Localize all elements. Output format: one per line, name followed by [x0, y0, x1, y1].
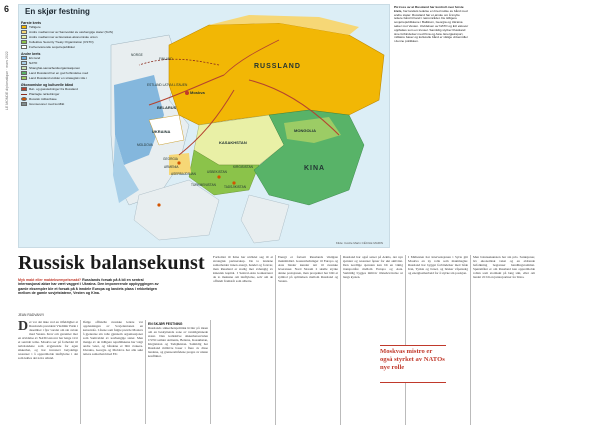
column-rule	[405, 255, 406, 425]
column-text: et var det ikke ved en tilfeldighet at Russlands president Vladimir Putin i desember i fjor varslet om sin avtale med Vesten. Krav om garantier mot en utvidelse av NATO østover har lenge vært et sentralt tema. Moskva ser på forholdet til nabolandene som avgjørende for egen sikkerhet, og har investert betydelige ressurser i å opprettholde innflytelse i det som kalles det nære utland.	[18, 320, 78, 361]
legend-item: Kollektive Security Treaty Organization (CSTO)	[21, 40, 115, 45]
article-column	[83, 320, 143, 426]
russia-region	[169, 23, 384, 125]
drop-cap: D	[18, 320, 29, 334]
article-headline: Russisk balansekunst	[18, 252, 205, 274]
column-rule	[340, 255, 341, 425]
column-text: Russlands sikkerhetspolitikk hviler på ideen om en beskyttende sone av vennligsinnede stater. Den kollektive sikkerhetsavtalen CSTO samler Armenia, Belarus, Kasakhstan, Kirgisistan og Tadsjikistan. Samtidig har Russland militære baser i flere av disse landene, og grenseområdene preges av uløste konflikter.	[148, 326, 208, 359]
caption-lead: På tross av at Russland har kontroll over første krets,	[394, 6, 464, 13]
legend-item: Russisk militærbase	[21, 97, 115, 102]
column-text: Russland har også satset på Arktis, der nye sjøruter og ressurser åpner for økt aktivitet. Den nordlige sjøruten kan bli en viktig transportåre mellom Europa og Asia. Samtidig bygges militær tilstedeværelse ut langs kysten.	[343, 255, 403, 280]
map-label-kazakhstan: KASAKHSTAN	[219, 140, 247, 145]
legend-item: Andre medlemmer av Eurasias økonomiske union	[21, 35, 115, 40]
map-label-armenia: ARMENIA	[164, 165, 179, 169]
page-number: 6	[4, 4, 10, 14]
map-label-uzbekistan: USBEKISTAN	[207, 170, 227, 174]
legend-item: Land Russland utvikler en strategisk rolle i	[21, 76, 115, 81]
legend-item: NATO	[21, 61, 115, 66]
column-text: Ifølge offisielle russiske ledere var oppløsningen av Sovjetunionen en katastrofe. I årene som fulgte prøvde Moskva å gjenreise sin rolle gjennom organisasjoner som Samveldet av uavhengige stater. Men mange av de tidligere republikkene har valgt andre veier, og båndene er blitt svakere. Ukraina, Georgia og Moldova har alle søkt tettere samarbeid med EU.	[83, 320, 143, 357]
column-rule	[145, 320, 146, 424]
map-label-turkmenistan: TURKMENISTAN	[191, 183, 216, 187]
column-text: Forholdet til Kina har utviklet seg til et strategisk partnerskap. De to landene samarbeider innen energi, handel og forsvar, men Russland er stadig mer avhengig av kinesisk kapital. I Sentral-Asia konkurrerer de to maktene om innflytelse, selv om de offisielt framstår som allierte.	[213, 255, 273, 284]
legend-item: EU-land	[21, 56, 115, 61]
legend-item: Grensesoner med konflikt	[21, 102, 115, 107]
military-base-marker	[217, 175, 220, 178]
pull-quote: Moskvas mistro er også styrket av NATOs nye rolle	[380, 345, 446, 383]
map-label-moldova: MOLDOVA	[137, 143, 153, 147]
caption-body: har landets ledelse en bred rekke av bånd med andre stater. Russland har et ønske om å knytte tettere bånd til land i nærområdet. De tidligere sovjetrepublikkene i Baltikum, Georgia og Ukraina søker mot Vesten. Utvidelsen av NATO og EU østover oppfattes som en trussel. Samtidig styrker Russland sine forbindelser med Kina og Asia. Energieksport, militære baser og kulturelle bånd er viktige virkemidler i denne politikken.	[394, 8, 469, 44]
legend-heading: Andre krets	[21, 52, 41, 56]
ingress-text: Russlands forsøk på å bli en sentral internasjonal aktør har vært vaggeri i Ukraina. Den imponerende oppbyggingen av gamle eksempler ble et forsøk på å inndele Europa og landets plass i rekkefølgen mellom de gamle sovjetstatene, Vesten og Kina.	[18, 278, 159, 296]
article-column	[408, 255, 468, 425]
map-label-azerbaijan: ASERBAJDSJAN	[171, 172, 196, 176]
map-label-mongolia: MONGOLIA	[294, 128, 316, 133]
map-label-kyrgyzstan: KIRGISISTAN	[233, 165, 253, 169]
military-base-marker	[157, 203, 160, 206]
legend-item: Planlagte rørledninger	[21, 92, 115, 97]
legend-item: Land Russland har en god forbindelse med	[21, 71, 115, 76]
column-subheading: EN SKJØR FESTNING	[148, 322, 183, 326]
map-credit: Kilde: Cécile Marin CÉCILE MARIN	[335, 241, 383, 245]
map-label-russia: RUSSLAND	[254, 63, 301, 70]
article-column	[148, 320, 208, 426]
legend-item: Andre medlemmer av Samveldet av uavhengige stater (SUS)	[21, 30, 115, 35]
map-label-tajikistan: TADSJIKISTAN	[224, 185, 247, 189]
map-title: En skjør festning	[25, 7, 90, 16]
legend-item: Tidligere	[21, 25, 115, 30]
article-byline: JEAN RADVANYI	[18, 313, 44, 317]
map-label-belarus: BELARUS	[157, 105, 177, 110]
map-label-baltics: ESTLAND LATVIA LITAUEN	[147, 83, 188, 87]
article-column	[18, 320, 78, 426]
map-label-ukraine: UKRAINA	[152, 129, 171, 134]
column-rule	[210, 320, 211, 424]
column-rule	[80, 320, 81, 424]
map-caption	[394, 6, 469, 156]
column-text: Men balansekunsten har sin pris. Sanksjoner, lav økonomisk vekst og en aldrende befolkning begrenser handlingsrommet. Spørsmålet er om Russland kan opprettholde rollen som stormakt på lang sikt, eller om landet vil bli en juniorpartner for Kina.	[473, 255, 535, 280]
map-label-georgia: GEORGIA	[163, 157, 178, 161]
legend-heading: Første krets	[21, 21, 42, 25]
legend-item: Shanghai-samarbeidsorganisasjonen	[21, 66, 115, 71]
moscow-marker	[185, 91, 189, 95]
article-column	[343, 255, 403, 425]
legend-item: Forhenværende sovjetrepublikker	[21, 45, 115, 50]
article-column	[473, 255, 535, 425]
map-figure	[18, 4, 390, 248]
map-label-norway: NORGE	[131, 53, 143, 57]
legend-heading: Økonomiske og kulturelle bånd	[21, 83, 74, 87]
india-land	[241, 195, 289, 243]
article-column	[278, 255, 338, 425]
column-text: Energi er fortsatt Russlands viktigste maktmiddel. Gassrørledninger til Europa og Asia binder kunder tett til russiske leveranser. Nord Stream 2 skulle styrke denne posisjonen, men prosjektet har blitt et symbol på splittelsen mellom Russland og Vesten.	[278, 255, 338, 284]
article-column	[213, 255, 273, 425]
map-label-moscow: Moskva	[190, 90, 205, 95]
ingress-kicker: Myk makt eller makteksempelsmakt?	[18, 278, 82, 282]
side-meta: LE MONDE diplomatique · mars 2022	[5, 51, 9, 110]
map-legend	[21, 19, 115, 247]
column-rule	[275, 255, 276, 425]
column-rule	[470, 255, 471, 425]
map-label-finland: FINLAND	[159, 57, 173, 61]
map-label-china: KINA	[304, 165, 326, 172]
column-text: I Midtøsten har intervensjonen i Syria gitt Moskva en ny rolle som maktmegler. Russland har bygget forbindelser med både Iran, Tyrkia og Israel, og bruker våpensalg og energisamarbeid for å styrke sin posisjon.	[408, 255, 468, 276]
legend-item: Rør- og gassledninger fra Russland	[21, 87, 115, 92]
article-ingress	[18, 278, 166, 296]
